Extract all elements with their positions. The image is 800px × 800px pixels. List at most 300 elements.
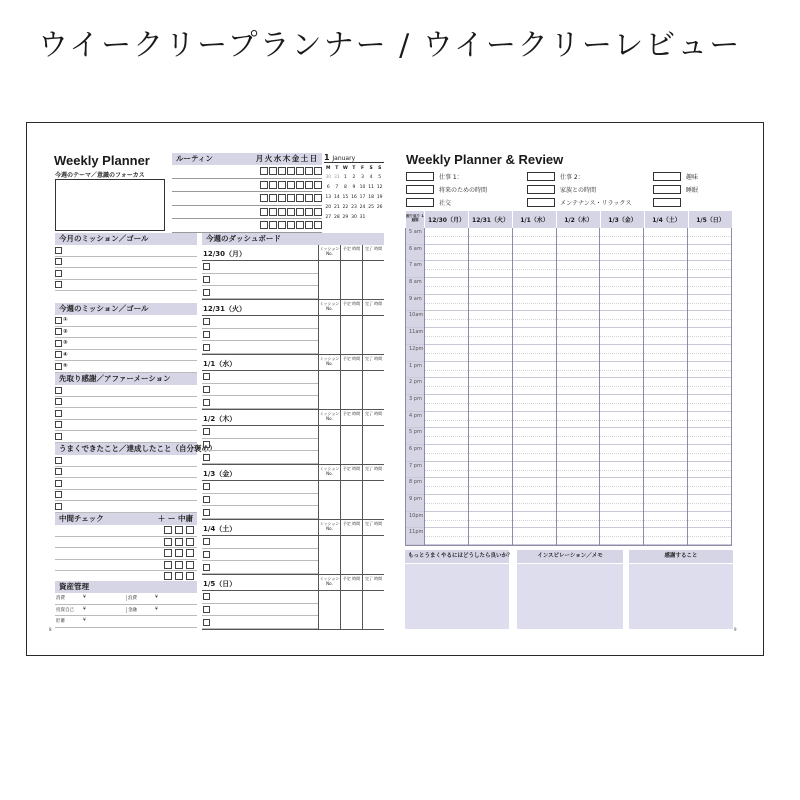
time-slot[interactable]	[513, 228, 556, 245]
time-slot[interactable]	[688, 428, 731, 445]
midweek-checkbox[interactable]	[186, 561, 194, 569]
routine-checkbox[interactable]	[287, 194, 295, 202]
routine-checkbox[interactable]	[260, 181, 268, 189]
dashboard-entry-cell[interactable]	[362, 536, 384, 574]
task-checkbox[interactable]	[203, 428, 210, 435]
routine-checkbox[interactable]	[269, 194, 277, 202]
time-slot[interactable]	[425, 311, 468, 328]
routine-day-label: 月	[255, 154, 264, 163]
midweek-checkbox[interactable]	[164, 561, 172, 569]
time-slot[interactable]	[513, 362, 556, 379]
time-slot[interactable]	[600, 311, 643, 328]
routine-checkbox[interactable]	[287, 167, 295, 175]
time-slot[interactable]	[644, 495, 687, 512]
routine-checkbox[interactable]	[269, 167, 277, 175]
task-checkbox[interactable]	[203, 344, 210, 351]
page-title: Weekly Planner	[54, 153, 150, 168]
half-hour-line	[688, 420, 731, 421]
time-slot[interactable]	[644, 345, 687, 362]
task-checkbox[interactable]	[203, 593, 210, 600]
time-slot[interactable]	[557, 478, 600, 495]
checkbox[interactable]	[55, 457, 62, 464]
time-slot[interactable]	[644, 378, 687, 395]
time-slot[interactable]	[688, 228, 731, 245]
time-slot[interactable]	[600, 495, 643, 512]
midweek-checkbox[interactable]	[175, 549, 183, 557]
mini-cal-day: 10	[359, 184, 366, 190]
time-slot[interactable]	[557, 428, 600, 445]
time-slot[interactable]	[469, 261, 512, 278]
task-checkbox[interactable]	[203, 441, 210, 448]
routine-checkbox[interactable]	[269, 208, 277, 216]
midweek-checkbox[interactable]	[164, 549, 172, 557]
time-slot[interactable]	[688, 462, 731, 479]
time-slot[interactable]	[557, 295, 600, 312]
time-slot[interactable]	[513, 428, 556, 445]
time-slot[interactable]	[425, 261, 468, 278]
half-hour-line	[469, 319, 512, 320]
hour-label: 11am	[409, 329, 424, 336]
time-slot[interactable]	[513, 311, 556, 328]
routine-checkbox[interactable]	[296, 221, 304, 229]
time-slot[interactable]	[557, 278, 600, 295]
time-slot[interactable]	[688, 311, 731, 328]
half-hour-line	[425, 353, 468, 354]
half-hour-line	[425, 286, 468, 287]
time-slot[interactable]	[557, 245, 600, 262]
category-color-box[interactable]	[527, 185, 555, 194]
time-slot[interactable]	[600, 512, 643, 529]
time-slot[interactable]	[688, 328, 731, 345]
checkbox[interactable]	[55, 247, 62, 254]
time-slot[interactable]	[513, 528, 556, 545]
time-slot[interactable]	[557, 445, 600, 462]
category-label: 仕事 2：	[560, 174, 584, 181]
half-hour-line	[513, 536, 556, 537]
dashboard-col-header: 予定 時間	[340, 355, 362, 370]
time-slot[interactable]	[557, 528, 600, 545]
task-checkbox[interactable]	[203, 509, 210, 516]
review-title: Weekly Planner & Review	[406, 152, 564, 167]
time-slot[interactable]	[557, 311, 600, 328]
routine-checkbox[interactable]	[278, 167, 286, 175]
midweek-checkbox[interactable]	[186, 549, 194, 557]
time-slot[interactable]	[513, 345, 556, 362]
time-slot[interactable]	[688, 245, 731, 262]
time-slot[interactable]	[644, 512, 687, 529]
time-slot[interactable]	[425, 245, 468, 262]
routine-checkbox[interactable]	[260, 221, 268, 229]
time-slot[interactable]	[425, 278, 468, 295]
half-hour-line	[600, 319, 643, 320]
category-color-box[interactable]	[527, 172, 555, 181]
review-box-inspiration[interactable]	[517, 550, 623, 629]
routine-checkbox[interactable]	[305, 208, 313, 216]
routine-checkbox[interactable]	[260, 167, 268, 175]
routine-checkbox[interactable]	[314, 194, 322, 202]
midweek-checkbox[interactable]	[175, 572, 183, 580]
time-slot[interactable]	[688, 378, 731, 395]
time-slot[interactable]	[469, 311, 512, 328]
time-slot[interactable]	[425, 478, 468, 495]
checkbox[interactable]	[55, 317, 62, 324]
routine-checkbox[interactable]	[287, 208, 295, 216]
dashboard-entry-cell[interactable]	[362, 426, 384, 464]
task-checkbox[interactable]	[203, 454, 210, 461]
time-slot[interactable]	[600, 278, 643, 295]
time-slot[interactable]	[425, 395, 468, 412]
routine-checkbox[interactable]	[305, 194, 313, 202]
task-checkbox[interactable]	[203, 564, 210, 571]
time-slot[interactable]	[469, 395, 512, 412]
time-slot[interactable]	[557, 261, 600, 278]
time-slot[interactable]	[644, 311, 687, 328]
time-slot[interactable]	[469, 228, 512, 245]
time-slot[interactable]	[688, 495, 731, 512]
dashboard-entry-cell[interactable]	[318, 261, 340, 299]
hour-cell	[406, 362, 424, 379]
task-checkbox[interactable]	[203, 289, 210, 296]
time-slot[interactable]	[425, 295, 468, 312]
time-slot[interactable]	[688, 295, 731, 312]
time-slot[interactable]	[425, 228, 468, 245]
task-checkbox[interactable]	[203, 483, 210, 490]
dashboard-entry-cell[interactable]	[362, 481, 384, 519]
time-slot[interactable]	[469, 478, 512, 495]
half-hour-line	[513, 420, 556, 421]
time-slot[interactable]	[469, 412, 512, 429]
time-slot[interactable]	[513, 512, 556, 529]
time-slot[interactable]	[644, 412, 687, 429]
category-color-box[interactable]	[653, 198, 681, 207]
category-color-box[interactable]	[406, 185, 434, 194]
time-slot[interactable]	[425, 528, 468, 545]
midweek-checkbox[interactable]	[186, 572, 194, 580]
time-slot[interactable]	[425, 345, 468, 362]
checklist-line	[55, 315, 197, 327]
task-checkbox[interactable]	[203, 619, 210, 626]
task-checkbox[interactable]	[203, 331, 210, 338]
time-slot[interactable]	[600, 445, 643, 462]
time-slot[interactable]	[557, 362, 600, 379]
theme-box[interactable]	[55, 179, 165, 231]
time-slot[interactable]	[644, 445, 687, 462]
category-color-box[interactable]	[527, 198, 555, 207]
time-slot[interactable]	[469, 378, 512, 395]
routine-checkbox[interactable]	[269, 221, 277, 229]
checkbox[interactable]	[55, 270, 62, 277]
time-slot[interactable]	[425, 512, 468, 529]
task-checkbox[interactable]	[203, 538, 210, 545]
midweek-checkbox[interactable]	[175, 538, 183, 546]
half-hour-line	[600, 420, 643, 421]
time-slot[interactable]	[425, 362, 468, 379]
dashboard-task-col	[202, 371, 318, 409]
time-slot[interactable]	[425, 495, 468, 512]
midweek-checkbox[interactable]	[175, 526, 183, 534]
routine-checkbox[interactable]	[314, 167, 322, 175]
routine-checkbox[interactable]	[296, 167, 304, 175]
midweek-check-label: 中間チェック	[59, 514, 104, 523]
time-slot[interactable]	[557, 228, 600, 245]
time-slot[interactable]	[513, 395, 556, 412]
time-slot[interactable]	[513, 378, 556, 395]
time-slot[interactable]	[644, 295, 687, 312]
midweek-checkbox[interactable]	[186, 526, 194, 534]
mini-cal-day: 18	[368, 194, 374, 200]
time-slot[interactable]	[425, 412, 468, 429]
routine-checkbox[interactable]	[314, 208, 322, 216]
time-slot[interactable]	[425, 445, 468, 462]
time-slot[interactable]	[513, 412, 556, 429]
midweek-check-line	[55, 525, 197, 537]
time-slot[interactable]	[513, 295, 556, 312]
time-slot[interactable]	[513, 278, 556, 295]
category-color-box[interactable]	[653, 172, 681, 181]
routine-checkbox[interactable]	[305, 181, 313, 189]
checkbox[interactable]	[55, 340, 62, 347]
time-slot[interactable]	[425, 378, 468, 395]
time-slot[interactable]	[644, 395, 687, 412]
dashboard-task-line	[202, 316, 318, 329]
checkbox[interactable]	[55, 491, 62, 498]
time-slot[interactable]	[600, 395, 643, 412]
routine-checkbox[interactable]	[305, 221, 313, 229]
time-slot[interactable]	[688, 478, 731, 495]
time-slot[interactable]	[513, 462, 556, 479]
time-slot[interactable]	[557, 512, 600, 529]
hour-label: 3 pm	[409, 395, 422, 402]
time-slot[interactable]	[513, 478, 556, 495]
dashboard-entry-cell[interactable]	[362, 371, 384, 409]
task-checkbox[interactable]	[203, 399, 210, 406]
dashboard-entry-cell[interactable]	[318, 481, 340, 519]
dashboard-entry-cell[interactable]	[362, 316, 384, 354]
routine-checkbox[interactable]	[287, 221, 295, 229]
routine-checkbox[interactable]	[269, 181, 277, 189]
task-checkbox[interactable]	[203, 606, 210, 613]
hour-cell	[406, 295, 424, 312]
half-hour-line	[600, 486, 643, 487]
mini-cal-day: 17	[359, 194, 366, 200]
time-slot[interactable]	[644, 328, 687, 345]
time-slot[interactable]	[644, 278, 687, 295]
time-slot[interactable]	[688, 261, 731, 278]
time-slot[interactable]	[557, 412, 600, 429]
category-label: 家族との時間	[560, 187, 597, 194]
task-checkbox[interactable]	[203, 276, 210, 283]
routine-checkbox[interactable]	[305, 167, 313, 175]
time-slot[interactable]	[688, 362, 731, 379]
task-checkbox[interactable]	[203, 263, 210, 270]
time-slot[interactable]	[557, 345, 600, 362]
time-slot[interactable]	[600, 412, 643, 429]
checkbox[interactable]	[55, 258, 62, 265]
half-hour-line	[469, 386, 512, 387]
time-slot[interactable]	[513, 245, 556, 262]
time-slot[interactable]	[600, 478, 643, 495]
time-slot[interactable]	[600, 228, 643, 245]
time-slot[interactable]	[513, 495, 556, 512]
dashboard-entry-cell[interactable]	[318, 536, 340, 574]
time-slot[interactable]	[600, 345, 643, 362]
time-slot[interactable]	[688, 345, 731, 362]
time-slot[interactable]	[644, 478, 687, 495]
weekly-mission-lines	[55, 315, 197, 373]
time-slot[interactable]	[469, 495, 512, 512]
time-slot[interactable]	[688, 512, 731, 529]
routine-day-label: 水	[273, 154, 282, 163]
time-slot[interactable]	[513, 261, 556, 278]
time-slot[interactable]	[600, 295, 643, 312]
time-slot[interactable]	[469, 295, 512, 312]
midweek-checkbox[interactable]	[186, 538, 194, 546]
time-slot[interactable]	[600, 462, 643, 479]
routine-checkbox[interactable]	[296, 181, 304, 189]
page-number-right: 9	[734, 627, 737, 632]
review-box-gratitude[interactable]	[629, 550, 733, 629]
time-slot[interactable]	[688, 528, 731, 545]
half-hour-line	[425, 470, 468, 471]
routine-checkbox[interactable]	[296, 208, 304, 216]
time-slot[interactable]	[513, 328, 556, 345]
right-page	[396, 123, 765, 655]
time-slot[interactable]	[644, 462, 687, 479]
task-checkbox[interactable]	[203, 386, 210, 393]
time-slot[interactable]	[644, 228, 687, 245]
routine-checkbox[interactable]	[287, 181, 295, 189]
time-slot[interactable]	[469, 328, 512, 345]
checkbox[interactable]	[55, 281, 62, 288]
time-slot[interactable]	[425, 428, 468, 445]
checkbox[interactable]	[55, 410, 62, 417]
checkbox[interactable]	[55, 421, 62, 428]
time-slot[interactable]	[688, 412, 731, 429]
dashboard-entry-cell[interactable]	[340, 261, 362, 299]
checkbox[interactable]	[55, 480, 62, 487]
dashboard-task-col	[202, 426, 318, 464]
time-slot[interactable]	[644, 245, 687, 262]
checkbox[interactable]	[55, 328, 62, 335]
half-hour-line	[425, 269, 468, 270]
routine-checkbox[interactable]	[260, 194, 268, 202]
midweek-checkbox[interactable]	[164, 538, 172, 546]
dashboard-entry-cell[interactable]	[362, 591, 384, 629]
time-slot[interactable]	[469, 345, 512, 362]
half-hour-line	[469, 403, 512, 404]
dashboard-entry-cell[interactable]	[340, 426, 362, 464]
time-slot[interactable]	[469, 278, 512, 295]
checkbox[interactable]	[55, 398, 62, 405]
routine-checkbox[interactable]	[278, 194, 286, 202]
task-checkbox[interactable]	[203, 551, 210, 558]
time-slot[interactable]	[557, 462, 600, 479]
time-slot[interactable]	[469, 445, 512, 462]
dashboard-entry-cell[interactable]	[318, 426, 340, 464]
time-slot[interactable]	[469, 462, 512, 479]
dashboard	[202, 233, 384, 630]
dashboard-entry-cell[interactable]	[362, 261, 384, 299]
category-color-box[interactable]	[406, 198, 434, 207]
time-slot[interactable]	[557, 378, 600, 395]
midweek-checkbox[interactable]	[175, 561, 183, 569]
time-slot[interactable]	[469, 245, 512, 262]
time-slot[interactable]	[688, 278, 731, 295]
category-item	[406, 185, 487, 194]
review-box-improve[interactable]	[405, 550, 513, 629]
midweek-checkbox[interactable]	[164, 526, 172, 534]
time-slot[interactable]	[644, 428, 687, 445]
finance-cell	[126, 607, 197, 613]
time-slot[interactable]	[469, 428, 512, 445]
time-slot[interactable]	[425, 462, 468, 479]
time-slot[interactable]	[644, 261, 687, 278]
checkbox[interactable]	[55, 363, 62, 370]
dashboard-entry-cell[interactable]	[318, 371, 340, 409]
time-slot[interactable]	[600, 428, 643, 445]
checkbox[interactable]	[55, 468, 62, 475]
task-checkbox[interactable]	[203, 373, 210, 380]
time-slot[interactable]	[600, 378, 643, 395]
dashboard-entry-cell[interactable]	[340, 481, 362, 519]
time-slot[interactable]	[600, 245, 643, 262]
routine-checkbox[interactable]	[314, 181, 322, 189]
time-slot[interactable]	[469, 512, 512, 529]
task-checkbox[interactable]	[203, 318, 210, 325]
half-hour-line	[644, 486, 687, 487]
time-slot[interactable]	[557, 395, 600, 412]
half-hour-line	[557, 269, 600, 270]
checkbox[interactable]	[55, 351, 62, 358]
dashboard-entry-cell[interactable]	[340, 591, 362, 629]
checkbox[interactable]	[55, 503, 62, 510]
time-slot[interactable]	[425, 328, 468, 345]
task-checkbox[interactable]	[203, 496, 210, 503]
time-slot[interactable]	[600, 328, 643, 345]
category-color-box[interactable]	[653, 185, 681, 194]
time-slot[interactable]	[557, 495, 600, 512]
dashboard-entry-cell[interactable]	[340, 536, 362, 574]
time-slot[interactable]	[469, 528, 512, 545]
dashboard-entry-cell[interactable]	[318, 591, 340, 629]
time-slot[interactable]	[600, 528, 643, 545]
routine-checkbox[interactable]	[314, 221, 322, 229]
midweek-checkbox[interactable]	[164, 572, 172, 580]
checklist-line	[55, 455, 197, 467]
time-slot[interactable]	[600, 362, 643, 379]
routine-checkbox[interactable]	[278, 221, 286, 229]
routine-checkbox[interactable]	[260, 208, 268, 216]
time-slot[interactable]	[557, 328, 600, 345]
time-slot[interactable]	[644, 528, 687, 545]
dashboard-entry-cell[interactable]	[340, 316, 362, 354]
time-slot[interactable]	[469, 362, 512, 379]
checkbox[interactable]	[55, 433, 62, 440]
category-color-box[interactable]	[406, 172, 434, 181]
time-slot[interactable]	[513, 445, 556, 462]
time-slot[interactable]	[688, 445, 731, 462]
dashboard-entry-cell[interactable]	[340, 371, 362, 409]
time-slot[interactable]	[600, 261, 643, 278]
routine-checkbox[interactable]	[278, 208, 286, 216]
time-slot[interactable]	[644, 362, 687, 379]
checkbox[interactable]	[55, 387, 62, 394]
routine-checkbox[interactable]	[296, 194, 304, 202]
routine-checkbox[interactable]	[278, 181, 286, 189]
dashboard-entry-cell[interactable]	[318, 316, 340, 354]
half-hour-line	[469, 336, 512, 337]
time-slot[interactable]	[688, 395, 731, 412]
